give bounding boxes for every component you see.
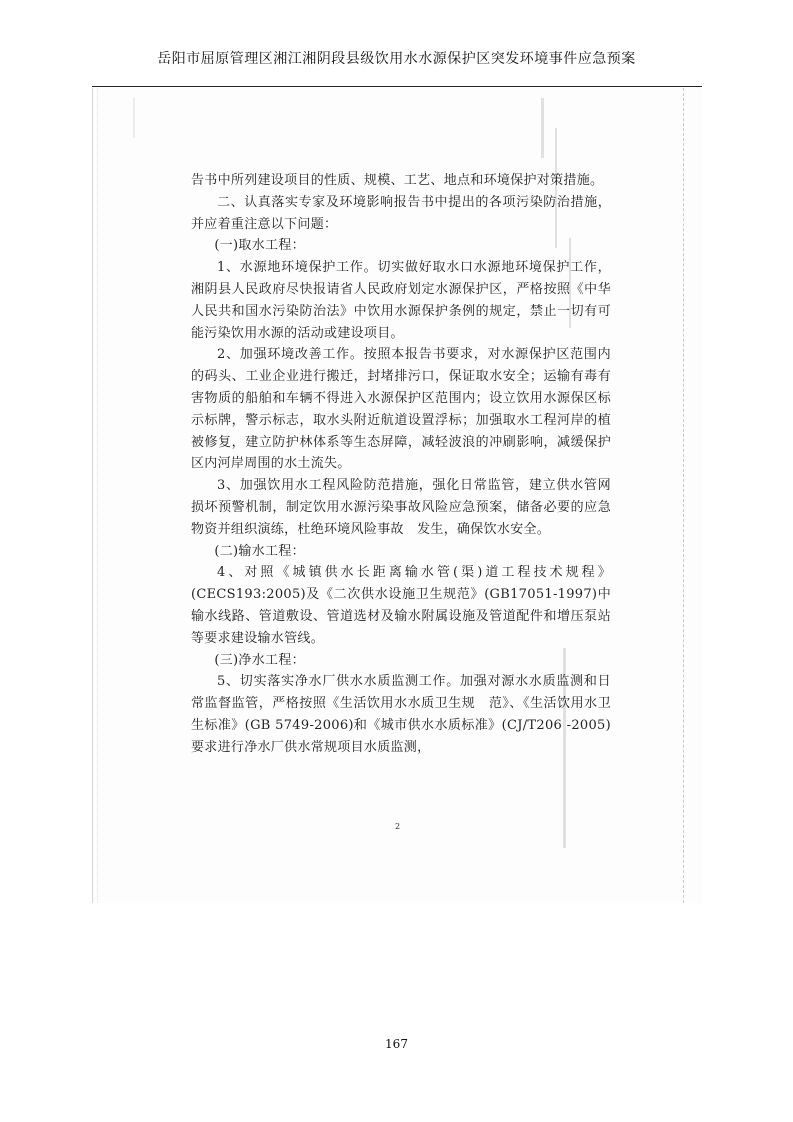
- section-heading: (三)净水工程：: [214, 652, 305, 668]
- section-heading: (一)取水工程：: [214, 238, 305, 254]
- paragraph: 1、水源地环境保护工作。切实做好取水口水源地环境保护工作，湘阴县人民政府尽快报请省人民政府划定水源保护区，严格按照《中华人民共和国水污染防治法》中饮用水源保护条例的规定，禁止一切有可能污染饮用水源的活动或建设项目。: [191, 260, 611, 341]
- scan-body-text: [191, 170, 611, 759]
- page-number: 167: [385, 1037, 408, 1051]
- scanned-page: [92, 88, 703, 903]
- scan-edge-right: [683, 88, 684, 903]
- scan-noise: [133, 98, 135, 138]
- scan-noise: [541, 98, 544, 158]
- page-header-title: 岳阳市屈原管理区湘江湘阴段县级饮用水水源保护区突发环境事件应急预案: [157, 51, 636, 67]
- header-rule: [92, 86, 702, 87]
- paragraph: 告书中所列建设项目的性质、规模、工艺、地点和环境保护对策措施。: [191, 173, 604, 188]
- paragraph: 2、加强环境改善工作。按照本报告书要求，对水源保护区范围内的码头、工业企业进行搬迁，封堵排污口，保证取水安全；运输有毒有害物质的船舶和车辆不得进入水源保护区范围内；设立饮用水源保区标示标牌，警示标志，取水头附近航道设置浮标；加强取水工程河岸的植被修复，建立防护林体系等生态屏障，减轻波浪的冲刷影响，减缓保护区内河岸周围的水土流失。: [191, 347, 611, 472]
- paragraph: 5、切实落实净水厂供水水质监测工作。加强对源水水质监测和日常监督监管，严格按照《生活饮用水水质卫生规 范》、《生活饮用水卫生标准》(GB 5749-2006)和《城市供水水质标准》(CJ/T206 -2005)要求进行净水厂供水常规项目水质监测，: [191, 674, 611, 755]
- scan-page-number: 2: [395, 822, 401, 831]
- paragraph: 4、对照《城镇供水长距离输水管(渠)道工程技术规程》(CECS193:2005)及《二次供水设施卫生规范》(GB17051-1997)中输水线路、管道敷设、管道选材及输水附属设施及管道配件和增压泵站等要求建设输水管线。: [191, 565, 611, 646]
- scan-edge-left: [97, 88, 98, 903]
- paragraph: 二、认真落实专家及环境影响报告书中提出的各项污染防治措施，并应着重注意以下问题：: [191, 194, 611, 232]
- paragraph: 3、加强饮用水工程风险防范措施，强化日常监管，建立供水管网损坏预警机制，制定饮用水源污染事故风险应急预案，储备必要的应急物资并组织演练，杜绝环境风险事故 发生，确保饮水安全。: [191, 478, 611, 537]
- section-heading: (二)输水工程：: [214, 543, 305, 559]
